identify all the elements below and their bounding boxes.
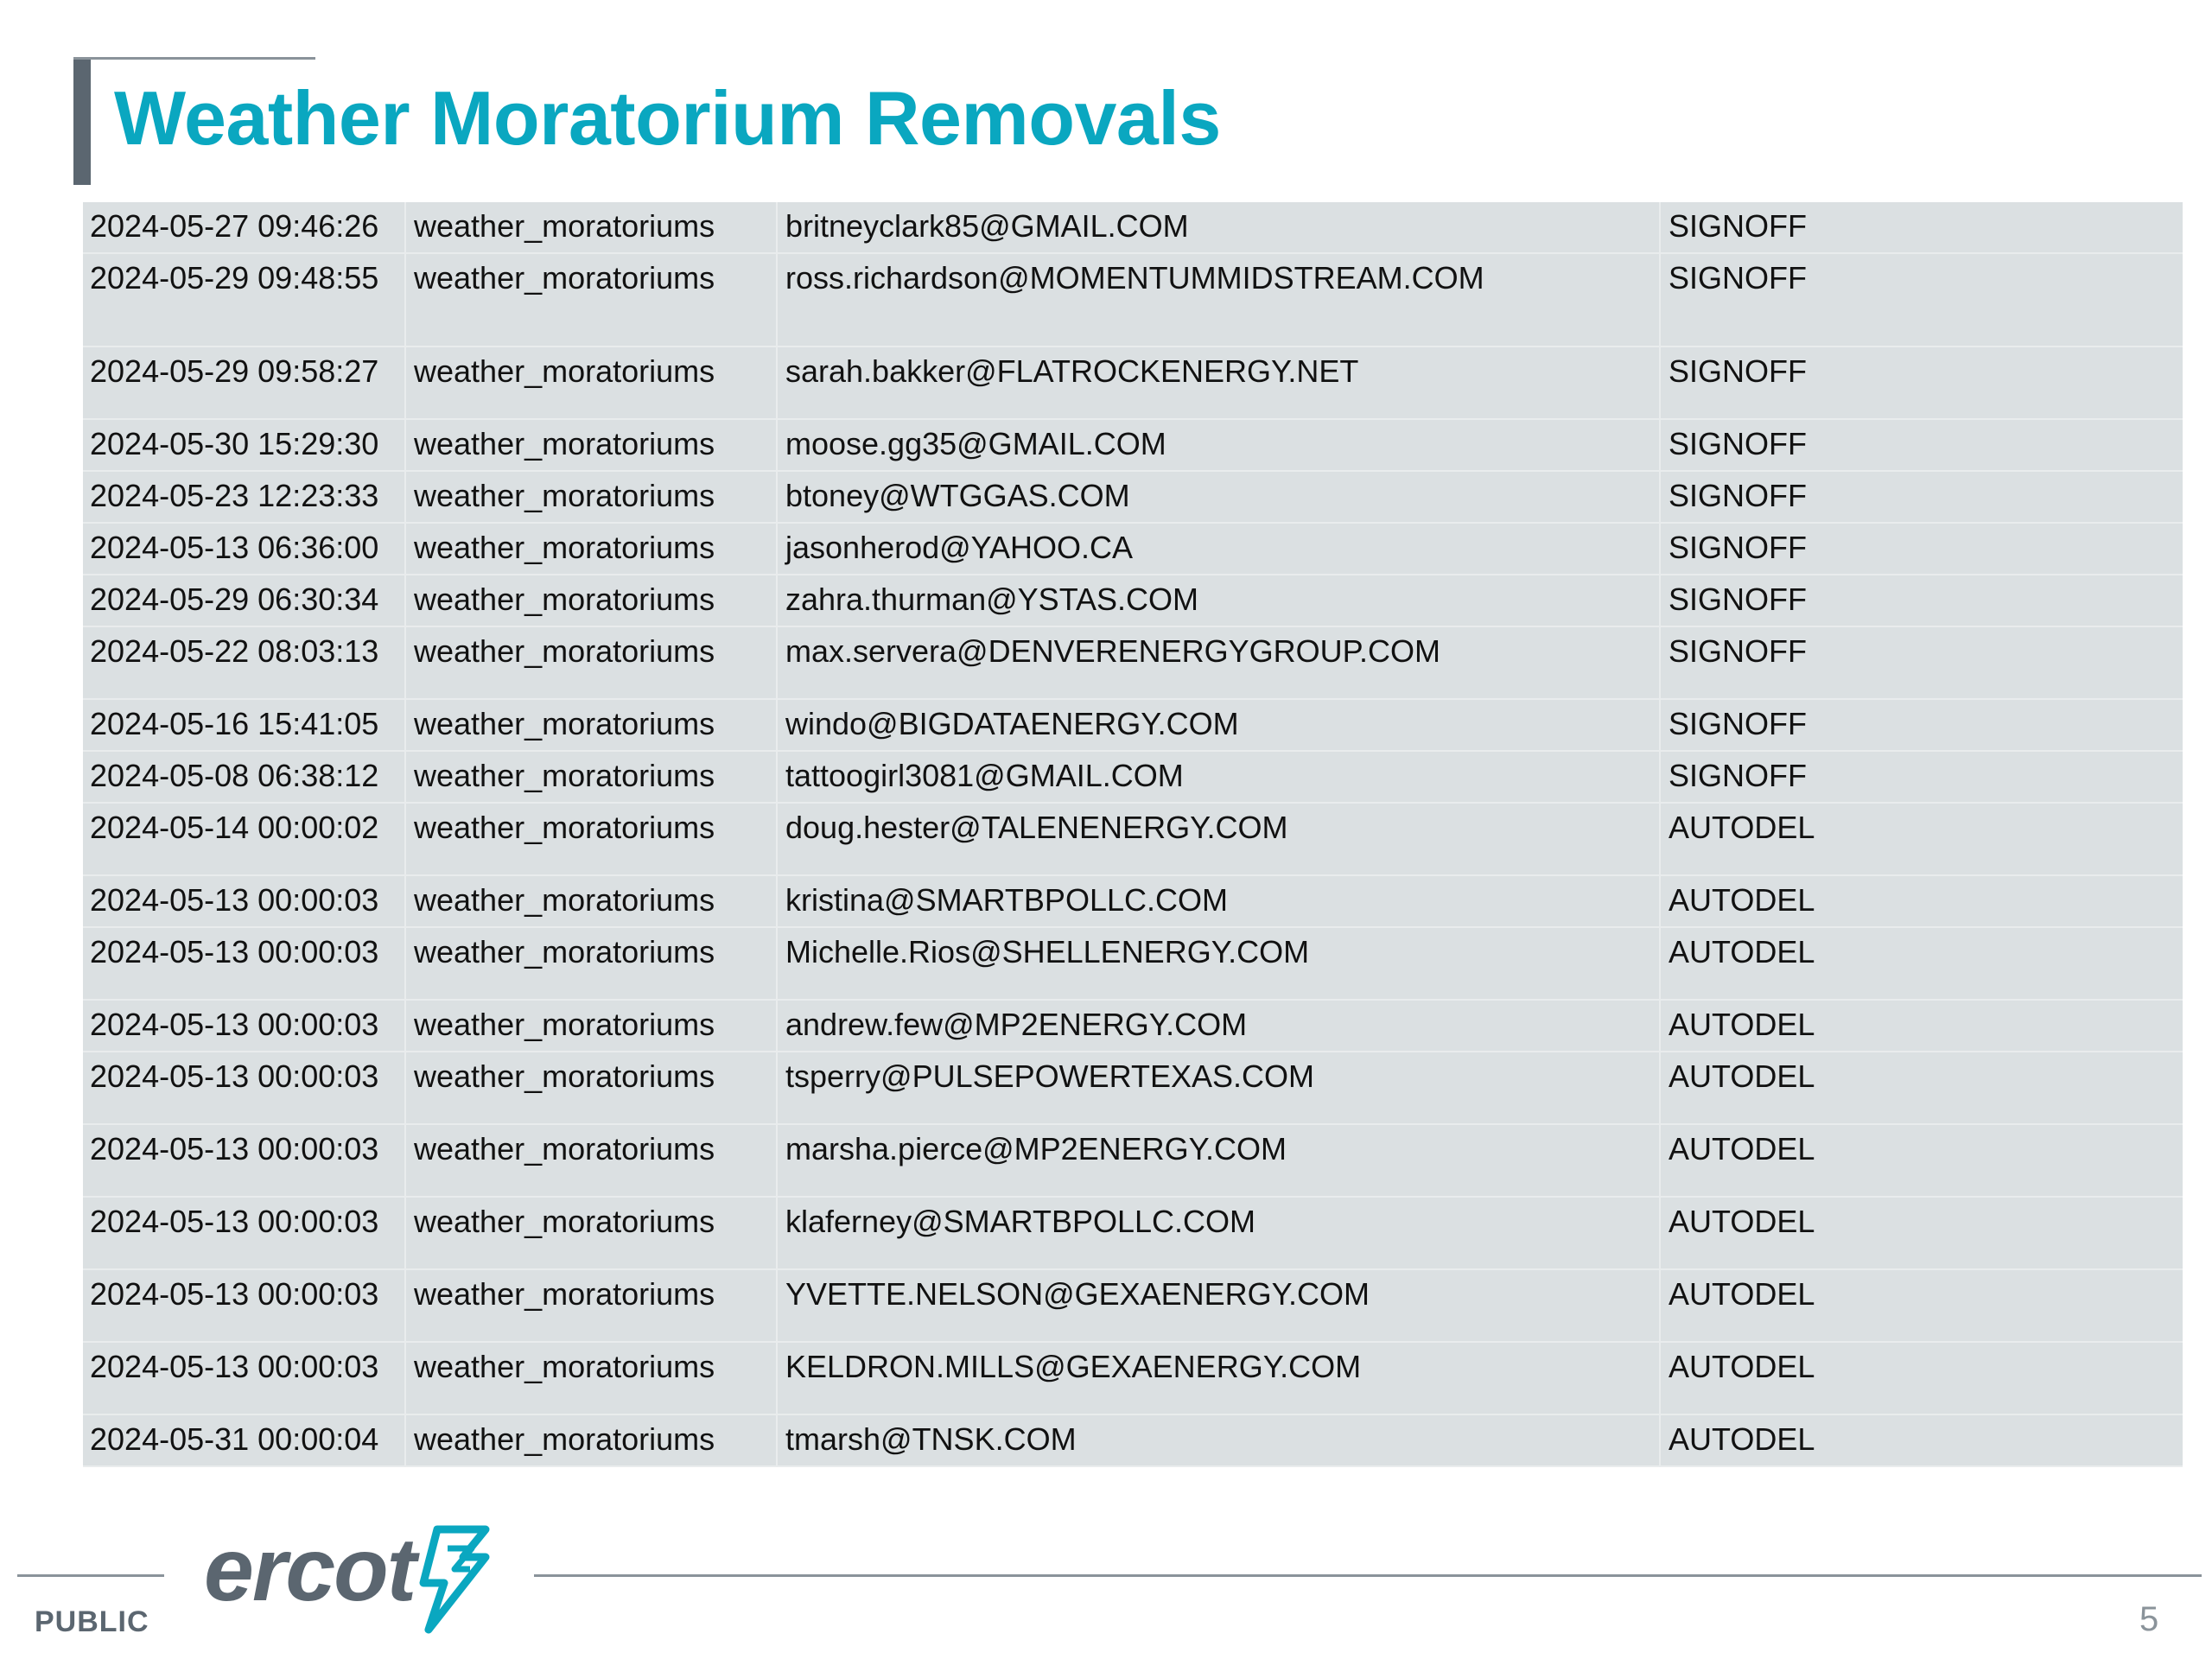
type-cell: weather_moratoriums <box>414 353 715 389</box>
type-cell: weather_moratoriums <box>414 1276 715 1312</box>
table-row <box>83 575 2183 627</box>
email-cell: sarah.bakker@FLATROCKENERGY.NET <box>785 353 1359 389</box>
email-cell: andrew.few@MP2ENERGY.COM <box>785 1007 1248 1042</box>
status-cell: SIGNOFF <box>1669 758 1807 793</box>
status-cell: AUTODEL <box>1669 882 1815 918</box>
email-cell: windo@BIGDATAENERGY.COM <box>785 706 1239 741</box>
type-cell: weather_moratoriums <box>414 208 715 244</box>
type-cell: weather_moratoriums <box>414 810 715 845</box>
type-cell: weather_moratoriums <box>414 1007 715 1042</box>
status-cell: SIGNOFF <box>1669 706 1807 741</box>
table-row <box>83 928 2183 1001</box>
datetime-cell: 2024-05-27 09:46:26 <box>90 208 379 244</box>
type-cell: weather_moratoriums <box>414 260 715 296</box>
type-cell: weather_moratoriums <box>414 758 715 793</box>
footer-rule-left <box>17 1574 164 1577</box>
type-cell: weather_moratoriums <box>414 478 715 513</box>
email-cell: max.servera@DENVERENERGYGROUP.COM <box>785 633 1441 669</box>
datetime-cell: 2024-05-29 09:58:27 <box>90 353 379 389</box>
type-cell: weather_moratoriums <box>414 706 715 741</box>
table-row <box>83 420 2183 472</box>
page-number: 5 <box>2139 1600 2159 1638</box>
datetime-cell: 2024-05-13 00:00:03 <box>90 1204 379 1239</box>
datetime-cell: 2024-05-13 00:00:03 <box>90 882 379 918</box>
type-cell: weather_moratoriums <box>414 1131 715 1166</box>
status-cell: SIGNOFF <box>1669 353 1807 389</box>
email-cell: tattoogirl3081@GMAIL.COM <box>785 758 1184 793</box>
email-cell: KELDRON.MILLS@GEXAENERGY.COM <box>785 1349 1362 1384</box>
datetime-cell: 2024-05-13 00:00:03 <box>90 1131 379 1166</box>
status-cell: AUTODEL <box>1669 1276 1815 1312</box>
table-row <box>83 700 2183 752</box>
table-row <box>83 1415 2183 1467</box>
status-cell: AUTODEL <box>1669 1204 1815 1239</box>
type-cell: weather_moratoriums <box>414 882 715 918</box>
ercot-logo <box>204 1514 498 1635</box>
email-cell: doug.hester@TALENENERGY.COM <box>785 810 1288 845</box>
datetime-cell: 2024-05-22 08:03:13 <box>90 633 379 669</box>
table-row <box>83 1125 2183 1198</box>
status-cell: SIGNOFF <box>1669 633 1807 669</box>
table-row <box>83 627 2183 700</box>
type-cell: weather_moratoriums <box>414 934 715 969</box>
datetime-cell: 2024-05-14 00:00:02 <box>90 810 379 845</box>
table-row <box>83 1001 2183 1052</box>
table-row <box>83 1198 2183 1270</box>
type-cell: weather_moratoriums <box>414 1421 715 1457</box>
email-cell: moose.gg35@GMAIL.COM <box>785 426 1166 461</box>
table-row <box>83 804 2183 876</box>
table-row <box>83 347 2183 420</box>
email-cell: kristina@SMARTBPOLLC.COM <box>785 882 1228 918</box>
status-cell: AUTODEL <box>1669 1421 1815 1457</box>
status-cell: AUTODEL <box>1669 1058 1815 1094</box>
email-cell: ross.richardson@MOMENTUMMIDSTREAM.COM <box>785 260 1484 296</box>
footer-rule-right <box>534 1574 2202 1577</box>
datetime-cell: 2024-05-13 00:00:03 <box>90 1007 379 1042</box>
datetime-cell: 2024-05-08 06:38:12 <box>90 758 379 793</box>
datetime-cell: 2024-05-13 00:00:03 <box>90 1276 379 1312</box>
table-row <box>83 1343 2183 1415</box>
datetime-cell: 2024-05-13 06:36:00 <box>90 530 379 565</box>
status-cell: AUTODEL <box>1669 934 1815 969</box>
datetime-cell: 2024-05-13 00:00:03 <box>90 1349 379 1384</box>
datetime-cell: 2024-05-23 12:23:33 <box>90 478 379 513</box>
datetime-cell: 2024-05-29 09:48:55 <box>90 260 379 296</box>
datetime-cell: 2024-05-13 00:00:03 <box>90 1058 379 1094</box>
table-row <box>83 876 2183 928</box>
table-row <box>83 752 2183 804</box>
table-row <box>83 202 2183 254</box>
email-cell: klaferney@SMARTBPOLLC.COM <box>785 1204 1256 1239</box>
status-cell: SIGNOFF <box>1669 478 1807 513</box>
status-cell: AUTODEL <box>1669 810 1815 845</box>
datetime-cell: 2024-05-30 15:29:30 <box>90 426 379 461</box>
status-cell: SIGNOFF <box>1669 260 1807 296</box>
title-accent-bar <box>73 57 91 185</box>
status-cell: SIGNOFF <box>1669 208 1807 244</box>
title-accent-line <box>73 57 315 60</box>
removals-table <box>83 202 2183 1465</box>
ercot-lightning-mark-icon <box>403 1522 498 1635</box>
email-cell: btoney@WTGGAS.COM <box>785 478 1130 513</box>
table-row <box>83 1270 2183 1343</box>
email-cell: Michelle.Rios@SHELLENERGY.COM <box>785 934 1310 969</box>
type-cell: weather_moratoriums <box>414 1204 715 1239</box>
classification-label: PUBLIC <box>35 1605 149 1638</box>
datetime-cell: 2024-05-13 00:00:03 <box>90 934 379 969</box>
table-row <box>83 254 2183 347</box>
type-cell: weather_moratoriums <box>414 426 715 461</box>
status-cell: AUTODEL <box>1669 1131 1815 1166</box>
email-cell: jasonherod@YAHOO.CA <box>785 530 1134 565</box>
datetime-cell: 2024-05-29 06:30:34 <box>90 582 379 617</box>
type-cell: weather_moratoriums <box>414 582 715 617</box>
datetime-cell: 2024-05-16 15:41:05 <box>90 706 379 741</box>
status-cell: SIGNOFF <box>1669 426 1807 461</box>
datetime-cell: 2024-05-31 00:00:04 <box>90 1421 379 1457</box>
type-cell: weather_moratoriums <box>414 530 715 565</box>
page-title: Weather Moratorium Removals <box>114 75 1221 161</box>
status-cell: SIGNOFF <box>1669 582 1807 617</box>
email-cell: tsperry@PULSEPOWERTEXAS.COM <box>785 1058 1314 1094</box>
status-cell: AUTODEL <box>1669 1349 1815 1384</box>
type-cell: weather_moratoriums <box>414 1349 715 1384</box>
type-cell: weather_moratoriums <box>414 633 715 669</box>
email-cell: YVETTE.NELSON@GEXAENERGY.COM <box>785 1276 1370 1312</box>
email-cell: zahra.thurman@YSTAS.COM <box>785 582 1199 617</box>
table-row <box>83 1052 2183 1125</box>
status-cell: SIGNOFF <box>1669 530 1807 565</box>
logo-wordmark: ercot <box>204 1520 416 1620</box>
type-cell: weather_moratoriums <box>414 1058 715 1094</box>
status-cell: AUTODEL <box>1669 1007 1815 1042</box>
email-cell: tmarsh@TNSK.COM <box>785 1421 1077 1457</box>
table-row <box>83 524 2183 575</box>
email-cell: marsha.pierce@MP2ENERGY.COM <box>785 1131 1287 1166</box>
table-row <box>83 472 2183 524</box>
email-cell: britneyclark85@GMAIL.COM <box>785 208 1189 244</box>
